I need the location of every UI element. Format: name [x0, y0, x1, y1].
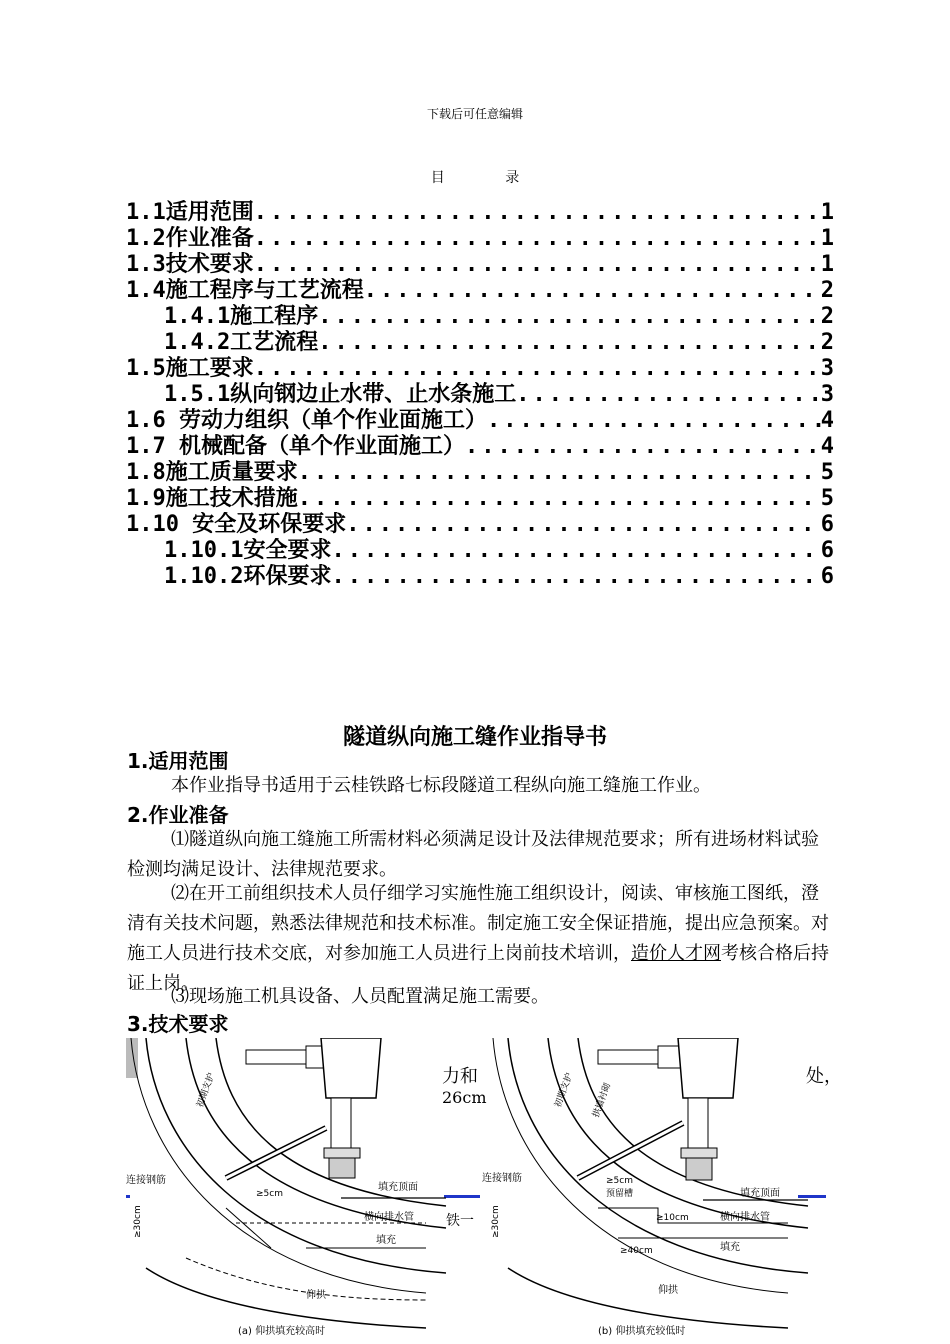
toc-dot-leader [298, 486, 821, 512]
toc-entry[interactable] [126, 512, 834, 538]
toc-dot-leader [346, 512, 821, 538]
hidden-text-fragment-2: 处， [806, 1062, 842, 1088]
table-of-contents [126, 200, 834, 590]
toc-entry-title: 1.8施工质量要求 [126, 460, 298, 485]
toc-dot-leader [318, 304, 821, 330]
toc-entry[interactable] [126, 382, 834, 408]
toc-page-number: 1 [820, 252, 834, 277]
toc-entry[interactable] [126, 564, 834, 590]
toc-entry-title: 1.9施工技术措施 [126, 486, 298, 511]
toc-entry[interactable] [126, 356, 834, 382]
hidden-text-fragment-3: 26cm [442, 1088, 487, 1107]
toc-dot-leader [465, 434, 821, 460]
label-right-support: 初期支护 [553, 1071, 576, 1110]
toc-page-number: 6 [820, 564, 834, 589]
toc-dot-leader [318, 330, 821, 356]
toc-dot-leader [487, 408, 821, 434]
toc-entry[interactable] [126, 460, 834, 486]
toc-entry[interactable] [126, 538, 834, 564]
toc-entry[interactable] [126, 408, 834, 434]
label-left-dim5: ≥5cm [256, 1189, 283, 1199]
toc-entry[interactable] [126, 252, 834, 278]
label-right-invert: 仰拱 [658, 1285, 678, 1296]
toc-dot-leader [332, 564, 821, 590]
toc-entry-title: 1.2作业准备 [126, 226, 254, 251]
label-left-support: 初期支护 [195, 1071, 218, 1110]
toc-entry[interactable] [126, 330, 834, 356]
caption-left: (a) 仰拱填充较高时 [238, 1326, 326, 1337]
toc-page-number: 1 [820, 226, 834, 251]
toc-page-number: 3 [820, 356, 834, 381]
toc-entry-title: 1.1适用范围 [126, 200, 254, 225]
toc-page-number: 6 [820, 538, 834, 563]
toc-entry[interactable] [126, 278, 834, 304]
toc-entry-title: 1.6 劳动力组织（单个作业面施工） [126, 408, 487, 433]
label-right-fill: 填充 [720, 1242, 740, 1253]
label-left-fill: 填充 [376, 1235, 396, 1246]
label-right-drain: 横向排水管 [720, 1212, 770, 1223]
toc-title: 目 录 [430, 170, 548, 186]
toc-entry-title: 1.5.1纵向钢边止水带、止水条施工 [164, 382, 517, 407]
caption-right: (b) 仰拱填充较低时 [598, 1326, 686, 1337]
toc-entry[interactable] [126, 226, 834, 252]
toc-dot-leader [364, 278, 821, 304]
label-left-dim30: ≥30cm [133, 1205, 143, 1238]
toc-dot-leader [298, 460, 821, 486]
label-left-fill-top: 填充顶面 [378, 1182, 418, 1193]
toc-entry-title: 1.5施工要求 [126, 356, 254, 381]
toc-page-number: 2 [820, 330, 834, 355]
hidden-text-fragment-4: 铁一 [446, 1210, 474, 1230]
toc-entry-title: 1.3技术要求 [126, 252, 254, 277]
toc-entry[interactable] [126, 434, 834, 460]
figure-panel-left [126, 1038, 446, 1337]
label-left-invert: 仰拱 [306, 1290, 326, 1301]
toc-dot-leader [332, 538, 821, 564]
toc-entry-title: 1.4.2工艺流程 [164, 330, 319, 355]
section-scope-text: 本作业指导书适用于云桂铁路七标段隧道工程纵向施工缝施工作业。 [171, 775, 711, 796]
toc-page-number: 6 [820, 512, 834, 537]
label-right-dim5: ≥5cm [606, 1176, 633, 1186]
toc-dot-leader [254, 200, 821, 226]
label-right-dim30: ≥30cm [491, 1205, 501, 1238]
toc-dot-leader [516, 382, 821, 408]
toc-entry-title: 1.4.1施工程序 [164, 304, 319, 329]
toc-page-number: 5 [820, 486, 834, 511]
label-right-groove: 预留槽 [606, 1189, 634, 1199]
toc-page-number: 2 [820, 304, 834, 329]
toc-entry-title: 1.10 安全及环保要求 [126, 512, 347, 537]
toc-entry-title: 1.10.1安全要求 [164, 538, 332, 563]
label-right-lining: 拱墙衬砌 [591, 1081, 614, 1120]
section-heading-scope: 1.适用范围 [127, 749, 229, 773]
toc-entry[interactable] [126, 200, 834, 226]
talent-network-link[interactable]: 造价人才网 [631, 943, 721, 964]
label-right-dim40: ≥40cm [620, 1246, 653, 1256]
toc-entry-title: 1.4施工程序与工艺流程 [126, 278, 364, 303]
toc-dot-leader [254, 356, 821, 382]
toc-entry[interactable] [126, 304, 834, 330]
toc-dot-leader [254, 252, 821, 278]
toc-entry-title: 1.7 机械配备（单个作业面施工） [126, 434, 465, 459]
preparation-paragraph-2: ⑵在开工前组织技术人员仔细学习实施性施工组织设计，阅读、审核施工图纸，澄清有关技术问题，熟悉法律规范和技术标准。制定施工安全保证措施，提出应急预案。对施工人员进行技术交底，对参加施工人员进行上岗前技术培训，造价人才网考核合格后持证上岗。 [127, 883, 829, 994]
header-note: 下载后可任意编辑 [426, 107, 523, 121]
document-title: 隧道纵向施工缝作业指导书 [342, 725, 607, 750]
label-left-drain: 横向排水管 [364, 1212, 414, 1223]
toc-entry[interactable] [126, 486, 834, 512]
section-heading-preparation: 2.作业准备 [127, 803, 229, 827]
preparation-paragraph-1: ⑴隧道纵向施工缝施工所需材料必须满足设计及法律规范要求；所有进场材料试验检测均满足设计、法律规范要求。 [127, 829, 819, 880]
construction-joint-figure [126, 1038, 836, 1338]
label-right-fill-top: 填充顶面 [740, 1188, 780, 1199]
toc-page-number: 3 [820, 382, 834, 407]
toc-page-number: 4 [820, 408, 834, 433]
section-heading-technical: 3.技术要求 [127, 1012, 229, 1036]
label-left-rebar: 连接钢筋 [126, 1175, 166, 1186]
toc-page-number: 5 [820, 460, 834, 485]
label-right-rebar: 连接钢筋 [482, 1173, 522, 1184]
hidden-text-fragment-1: 力和 [442, 1062, 478, 1088]
toc-page-number: 2 [820, 278, 834, 303]
toc-dot-leader [254, 226, 821, 252]
preparation-paragraph-3: ⑶现场施工机具设备、人员配置满足施工需要。 [171, 986, 549, 1007]
label-right-dim10: ≥10cm [656, 1213, 689, 1223]
toc-page-number: 4 [820, 434, 834, 459]
figure-panel-right [482, 1038, 808, 1337]
toc-page-number: 1 [820, 200, 834, 225]
toc-entry-title: 1.10.2环保要求 [164, 564, 332, 589]
